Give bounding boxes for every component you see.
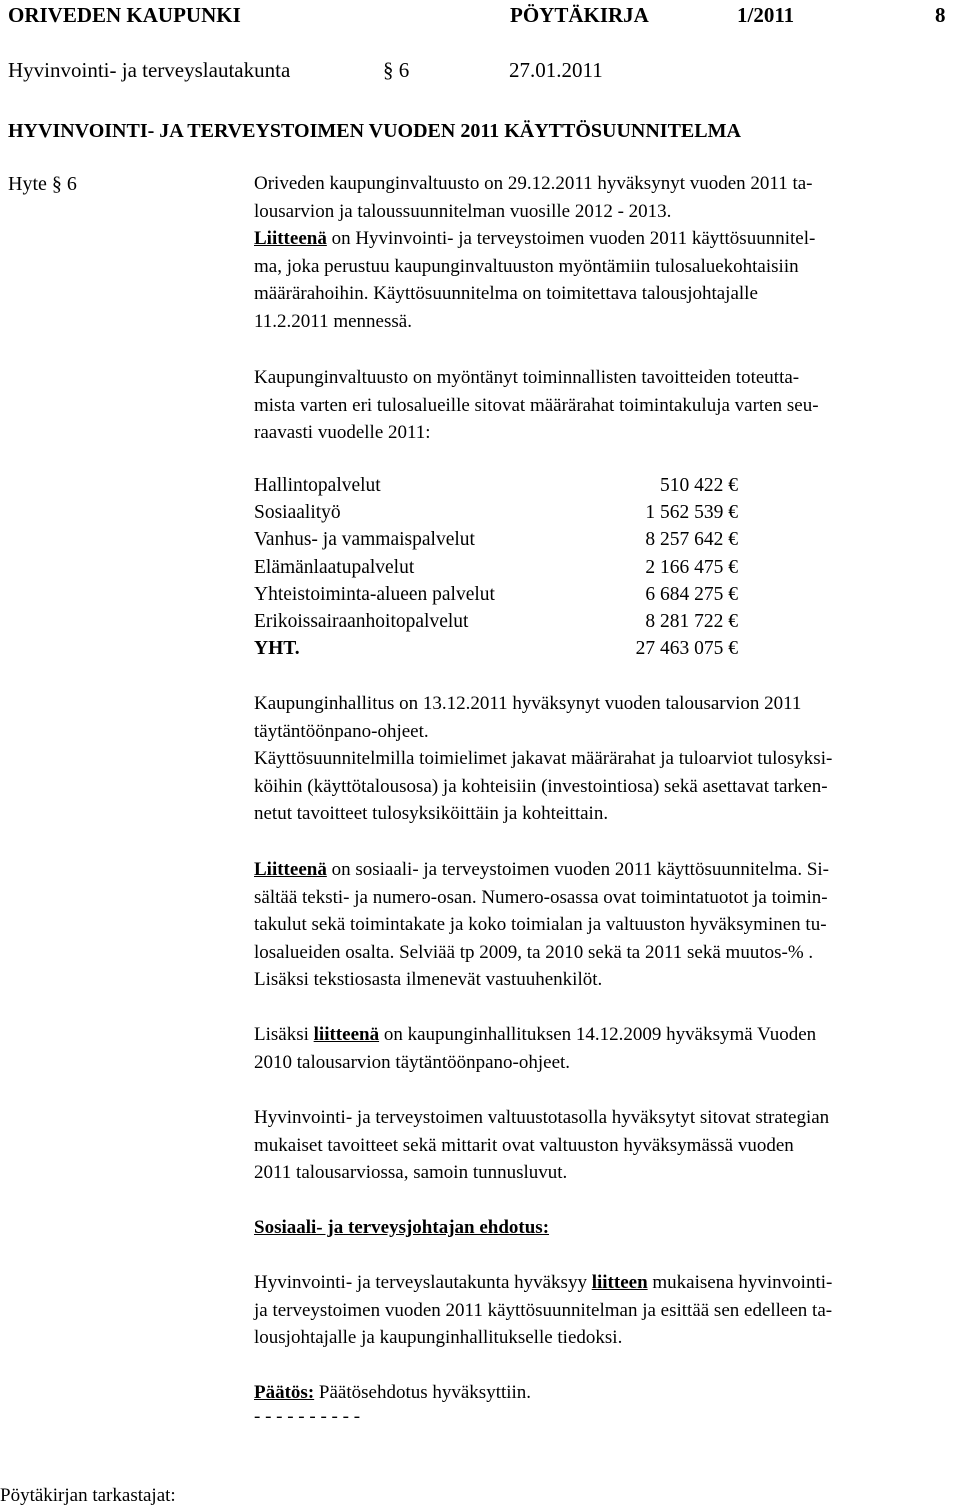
budget-item-value: 510 422 € bbox=[660, 475, 738, 496]
text-line: Hyvinvointi- ja terveystoimen valtuustotasolla hyväksytyt sitovat strategian bbox=[254, 1107, 830, 1128]
text-line: lousarvion ja taloussuunnitelman vuosille 2012 - 2013. bbox=[254, 200, 672, 222]
budget-row bbox=[254, 608, 738, 635]
text-line: sältää teksti- ja numero-osan. Numero-osassa ovat toimintatuotot ja toimin- bbox=[254, 886, 828, 908]
text-line: 2010 talousarvion täytäntöönpano-ohjeet. bbox=[254, 1051, 571, 1073]
budget-item-name: Vanhus- ja vammaispalvelut bbox=[254, 529, 475, 551]
text-line: Hyvinvointi- ja terveyslautakunta hyväksyy liitteen mukaisena hyvinvointi- bbox=[254, 1272, 833, 1293]
section-number: § 6 bbox=[383, 58, 410, 82]
text-line: täytäntöönpano-ohjeet. bbox=[254, 720, 429, 742]
paragraph-intro bbox=[254, 170, 944, 335]
attachment-link[interactable]: liitteen bbox=[591, 1272, 648, 1293]
separator-dashes: - - - - - - - - - - bbox=[254, 1405, 361, 1427]
doc-type: PÖYTÄKIRJA bbox=[510, 3, 649, 27]
budget-item-name: Yhteistoiminta-alueen palvelut bbox=[254, 583, 495, 605]
paragraph-guidelines bbox=[254, 690, 944, 828]
budget-row bbox=[254, 581, 738, 608]
text-line: raavasti vuodelle 2011: bbox=[254, 422, 431, 443]
footer-signatories: Pöytäkirjan tarkastajat: bbox=[0, 1485, 176, 1506]
budget-row bbox=[254, 472, 738, 499]
budget-item-name: Erikoissairaanhoitopalvelut bbox=[254, 611, 469, 633]
budget-item-value: 8 281 722 € bbox=[645, 611, 738, 633]
text-line: Oriveden kaupunginvaltuusto on 29.12.2011 hyväksynyt vuoden 2011 ta- bbox=[254, 173, 813, 194]
budget-item-name: Sosiaalityö bbox=[254, 502, 341, 524]
text-line: Kaupunginvaltuusto on myöntänyt toiminnallisten tavoitteiden toteutta- bbox=[254, 367, 800, 388]
text-line: Lisäksi tekstiosasta ilmenevät vastuuhenkilöt. bbox=[254, 969, 603, 990]
paragraph-proposal bbox=[254, 1269, 944, 1352]
text-line: 11.2.2011 mennessä. bbox=[254, 310, 412, 332]
budget-row bbox=[254, 635, 738, 662]
text-line: mista varten eri tulosalueille sitovat määrärahat toimintakuluja varten seu- bbox=[254, 394, 819, 416]
text-line: Liitteenä on sosiaali- ja terveystoimen vuoden 2011 käyttösuunnitelma. Si- bbox=[254, 859, 830, 880]
paragraph-strategy bbox=[254, 1104, 944, 1187]
text-line: Liitteenä on Hyvinvointi- ja terveystoimen vuoden 2011 käyttösuunnitel- bbox=[254, 228, 816, 249]
text-line: Päätös: Päätösehdotus hyväksyttiin. bbox=[254, 1382, 532, 1403]
paragraph-allocations bbox=[254, 364, 944, 447]
budget-row bbox=[254, 526, 738, 553]
paragraph-attachment-guidelines bbox=[254, 1021, 944, 1076]
budget-item-name: Hallintopalvelut bbox=[254, 475, 381, 496]
attachment-link[interactable]: liitteenä bbox=[313, 1024, 380, 1045]
text-line: Lisäksi liitteenä on kaupunginhallituksen 14.12.2009 hyväksymä Vuoden bbox=[254, 1024, 817, 1045]
text-line: mukaiset tavoitteet sekä mittarit ovat valtuuston hyväksymässä vuoden bbox=[254, 1134, 794, 1156]
text-line: takulut sekä toimintakate ja koko toimialan ja valtuuston hyväksyminen tu- bbox=[254, 914, 827, 935]
board-name: Hyvinvointi- ja terveyslautakunta bbox=[8, 58, 291, 82]
budget-item-value: 8 257 642 € bbox=[645, 529, 738, 551]
text-line: losalueiden osalta. Selviää tp 2009, ta 2010 sekä ta 2011 sekä muutos-% . bbox=[254, 941, 814, 963]
paragraph-attachment-plan bbox=[254, 856, 944, 994]
doc-number: 1/2011 bbox=[737, 3, 795, 27]
decision-label: Päätös: bbox=[254, 1382, 315, 1403]
budget-row bbox=[254, 554, 738, 581]
budget-table bbox=[254, 472, 738, 662]
page-title: HYVINVOINTI- JA TERVEYSTOIMEN VUODEN 2011 KÄYTTÖSUUNNITELMA bbox=[8, 120, 741, 142]
text-line: Kaupunginhallitus on 13.12.2011 hyväksynyt vuoden talousarvion 2011 bbox=[254, 693, 802, 714]
text-line: lousjohtajalle ja kaupunginhallitukselle tiedoksi. bbox=[254, 1327, 623, 1348]
section-ref: Hyte § 6 bbox=[8, 173, 77, 195]
text-line: määrärahoihin. Käyttösuunnitelma on toimitettava talousjohtajalle bbox=[254, 283, 758, 304]
text-line: Käyttösuunnitelmilla toimielimet jakavat määrärahat ja tuloarviot tulosyksi- bbox=[254, 748, 833, 769]
budget-item-value: 2 166 475 € bbox=[645, 556, 738, 578]
page-number: 8 bbox=[935, 3, 946, 27]
text-line: köihin (käyttötalousosa) ja kohteisiin (investointiosa) sekä asettavat tarken- bbox=[254, 775, 828, 797]
budget-item-value: 27 463 075 € bbox=[635, 638, 738, 660]
budget-item-name: YHT. bbox=[254, 638, 300, 660]
org-name: ORIVEDEN KAUPUNKI bbox=[8, 3, 241, 27]
proposal-heading: Sosiaali- ja terveysjohtajan ehdotus: bbox=[254, 1217, 550, 1238]
budget-item-name: Elämänlaatupalvelut bbox=[254, 556, 415, 578]
budget-item-value: 1 562 539 € bbox=[645, 502, 738, 524]
text-line: ja terveystoimen vuoden 2011 käyttösuunnitelman ja esittää sen edelleen ta- bbox=[254, 1299, 833, 1321]
attachment-link[interactable]: Liitteenä bbox=[254, 228, 327, 249]
budget-item-value: 6 684 275 € bbox=[645, 583, 738, 605]
text-line: netut tavoitteet tulosyksiköittäin ja kohteittain. bbox=[254, 803, 609, 824]
attachment-link[interactable]: Liitteenä bbox=[254, 859, 327, 880]
meeting-date: 27.01.2011 bbox=[509, 58, 603, 82]
text-line: ma, joka perustuu kaupunginvaltuuston myöntämiin tulosaluekohtaisiin bbox=[254, 255, 799, 277]
text-line: 2011 talousarviossa, samoin tunnusluvut. bbox=[254, 1162, 568, 1183]
budget-row bbox=[254, 499, 738, 526]
decision bbox=[254, 1379, 944, 1427]
